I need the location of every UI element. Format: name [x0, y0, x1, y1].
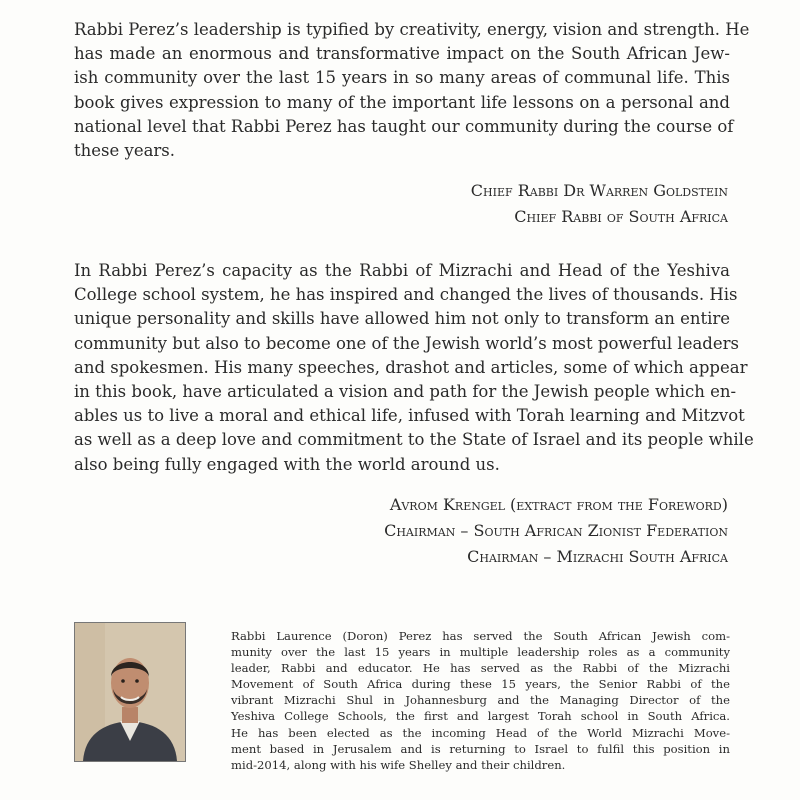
attribution-title: Chairman – Mizrachi South Africa — [467, 547, 728, 566]
bio-line: mid-2014, along with his wife Shelley and their children. — [231, 757, 566, 772]
quote-2-line: unique personality and skills have allowed him not only to transform an entire — [74, 309, 731, 329]
attribution-name: Chief Rabbi Dr Warren Goldstein — [470, 181, 728, 200]
bio-line: He has been elected as the incoming Head of the World Mizrachi Move- — [231, 725, 730, 740]
quote-1-line: these years. — [74, 141, 176, 161]
attribution-title: Chief Rabbi of South Africa — [514, 207, 728, 226]
bio-line: munity over the last 15 years in multiple leadership roles as a community — [231, 645, 730, 660]
quote-2-line: College school system, he has inspired and changed the lives of thousands. His — [74, 285, 738, 305]
attribution-name: Avrom Krengel (extract from the Foreword) — [389, 495, 728, 514]
quote-1-attribution — [471, 178, 728, 230]
attribution-title: Chairman – South African Zionist Federation — [384, 521, 728, 540]
quote-1-line: national level that Rabbi Perez has taught our community during the course of — [74, 116, 734, 136]
bio-line: ment based in Jerusalem and is returning to Israel to fulfil this position in — [231, 741, 730, 756]
quote-2 — [74, 259, 754, 477]
quote-1-line: book gives expression to many of the important life lessons on a personal and — [74, 92, 730, 112]
bio-line: leader, Rabbi and educator. He has served as the Rabbi of the Mizrachi — [231, 661, 730, 676]
quote-2-line: In Rabbi Perez’s capacity as the Rabbi of Mizrachi and Head of the Yeshiva — [74, 261, 730, 280]
portrait-illustration — [75, 623, 185, 761]
quote-2-line: ables us to live a moral and ethical life, infused with Torah learning and Mitzvot — [74, 406, 745, 426]
quote-1-line: has made an enormous and transformative impact on the South African Jew- — [74, 44, 730, 64]
quote-1-line: Rabbi Perez’s leadership is typified by creativity, energy, vision and strength. He — [74, 20, 750, 39]
quote-2-line: also being fully engaged with the world around us. — [74, 454, 500, 474]
bio-line: Yeshiva College Schools, the first and largest Torah school in South Africa. — [231, 709, 730, 724]
quote-2-line: in this book, have articulated a vision and path for the Jewish people which en- — [74, 382, 737, 402]
bio-line: vibrant Mizrachi Shul in Johannesburg and the Managing Director of the — [231, 693, 730, 708]
bio-line: Rabbi Laurence (Doron) Perez has served the South African Jewish com- — [231, 629, 730, 643]
author-portrait — [74, 622, 186, 762]
quote-1-line: ish community over the last 15 years in so many areas of communal life. This — [74, 68, 730, 88]
quote-1 — [74, 18, 750, 163]
bio-line: Movement of South Africa during these 15 years, the Senior Rabbi of the — [231, 677, 730, 692]
quote-2-line: and spokesmen. His many speeches, drashot and articles, some of which appear — [74, 357, 748, 377]
quote-2-line: as well as a deep love and commitment to the State of Israel and its people while — [74, 430, 754, 450]
author-bio — [231, 628, 730, 773]
quote-2-line: community but also to become one of the Jewish world’s most powerful leaders — [74, 333, 739, 353]
quote-2-attribution — [384, 492, 728, 570]
